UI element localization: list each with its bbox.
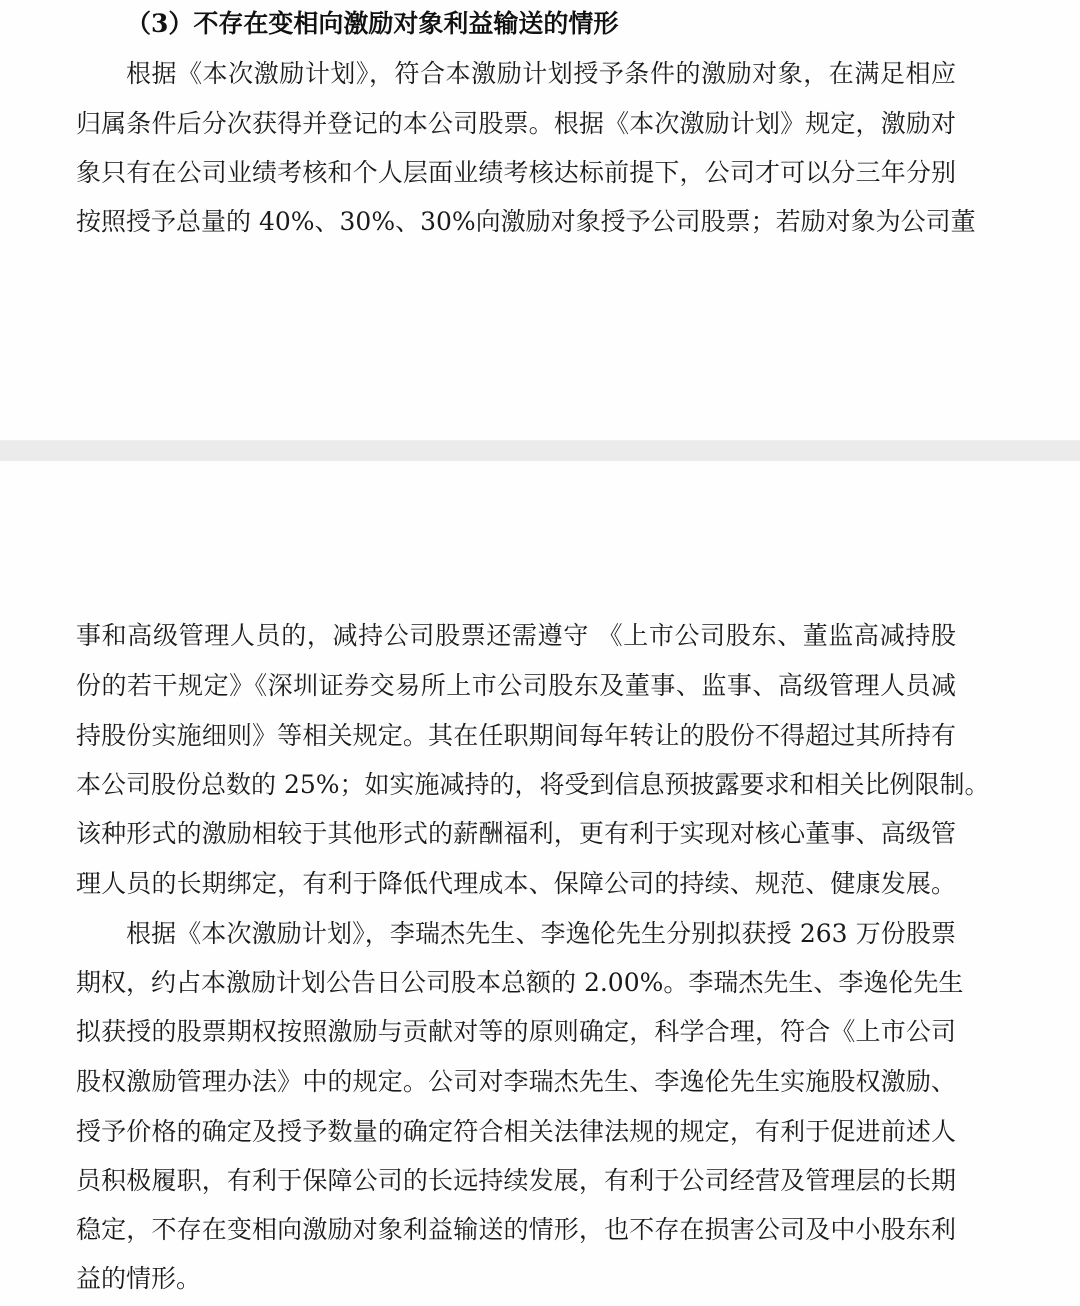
paragraph-line: 益的情形。: [76, 1264, 202, 1293]
paragraph-line: 稳定，不存在变相向激励对象利益输送的情形，也不存在损害公司及中小股东利: [76, 1215, 956, 1244]
paragraph-line: 根据《本次激励计划》，李瑞杰先生、李逸伦先生分别拟获授 263 万份股票: [126, 919, 956, 948]
page-separator: [0, 440, 1080, 462]
paragraph-line: 根据《本次激励计划》，符合本激励计划授予条件的激励对象，在满足相应: [126, 59, 956, 88]
section-heading: （3）不存在变相向激励对象利益输送的情形: [126, 9, 619, 38]
paragraph-line: 按照授予总量的 40%、30%、30%向激励对象授予公司股票；若励对象为公司董: [76, 207, 976, 236]
paragraph-line: 该种形式的激励相较于其他形式的薪酬福利，更有利于实现对核心董事、高级管: [76, 819, 956, 848]
paragraph-line: 拟获授的股票期权按照激励与贡献对等的原则确定，科学合理，符合《上市公司: [76, 1017, 956, 1046]
paragraph-line: 份的若干规定》《深圳证券交易所上市公司股东及董事、监事、高级管理人员减: [76, 671, 956, 700]
paragraph-line: 事和高级管理人员的，减持公司股票还需遵守 《上市公司股东、董监高减持股: [76, 621, 956, 650]
paragraph-line: 员积极履职，有利于保障公司的长远持续发展，有利于公司经营及管理层的长期: [76, 1166, 956, 1195]
paragraph-line: 象只有在公司业绩考核和个人层面业绩考核达标前提下，公司才可以分三年分别: [76, 158, 956, 187]
document-page-bottom: [0, 461, 1080, 1306]
paragraph-line: 归属条件后分次获得并登记的本公司股票。根据《本次激励计划》规定，激励对: [76, 109, 956, 138]
paragraph-line: 本公司股份总数的 25%；如实施减持的，将受到信息预披露要求和相关比例限制。: [76, 770, 990, 799]
paragraph-line: 持股份实施细则》等相关规定。其在任职期间每年转让的股份不得超过其所持有: [76, 721, 956, 750]
paragraph-line: 股权激励管理办法》中的规定。公司对李瑞杰先生、李逸伦先生实施股权激励、: [76, 1067, 956, 1096]
document-page-top: [0, 0, 1080, 440]
paragraph-line: 期权，约占本激励计划公告日公司股本总额的 2.00%。李瑞杰先生、李逸伦先生: [76, 968, 964, 997]
paragraph-line: 授予价格的确定及授予数量的确定符合相关法律法规的规定，有利于促进前述人: [76, 1117, 956, 1146]
paragraph-line: 理人员的长期绑定，有利于降低代理成本、保障公司的持续、规范、健康发展。: [76, 869, 956, 898]
